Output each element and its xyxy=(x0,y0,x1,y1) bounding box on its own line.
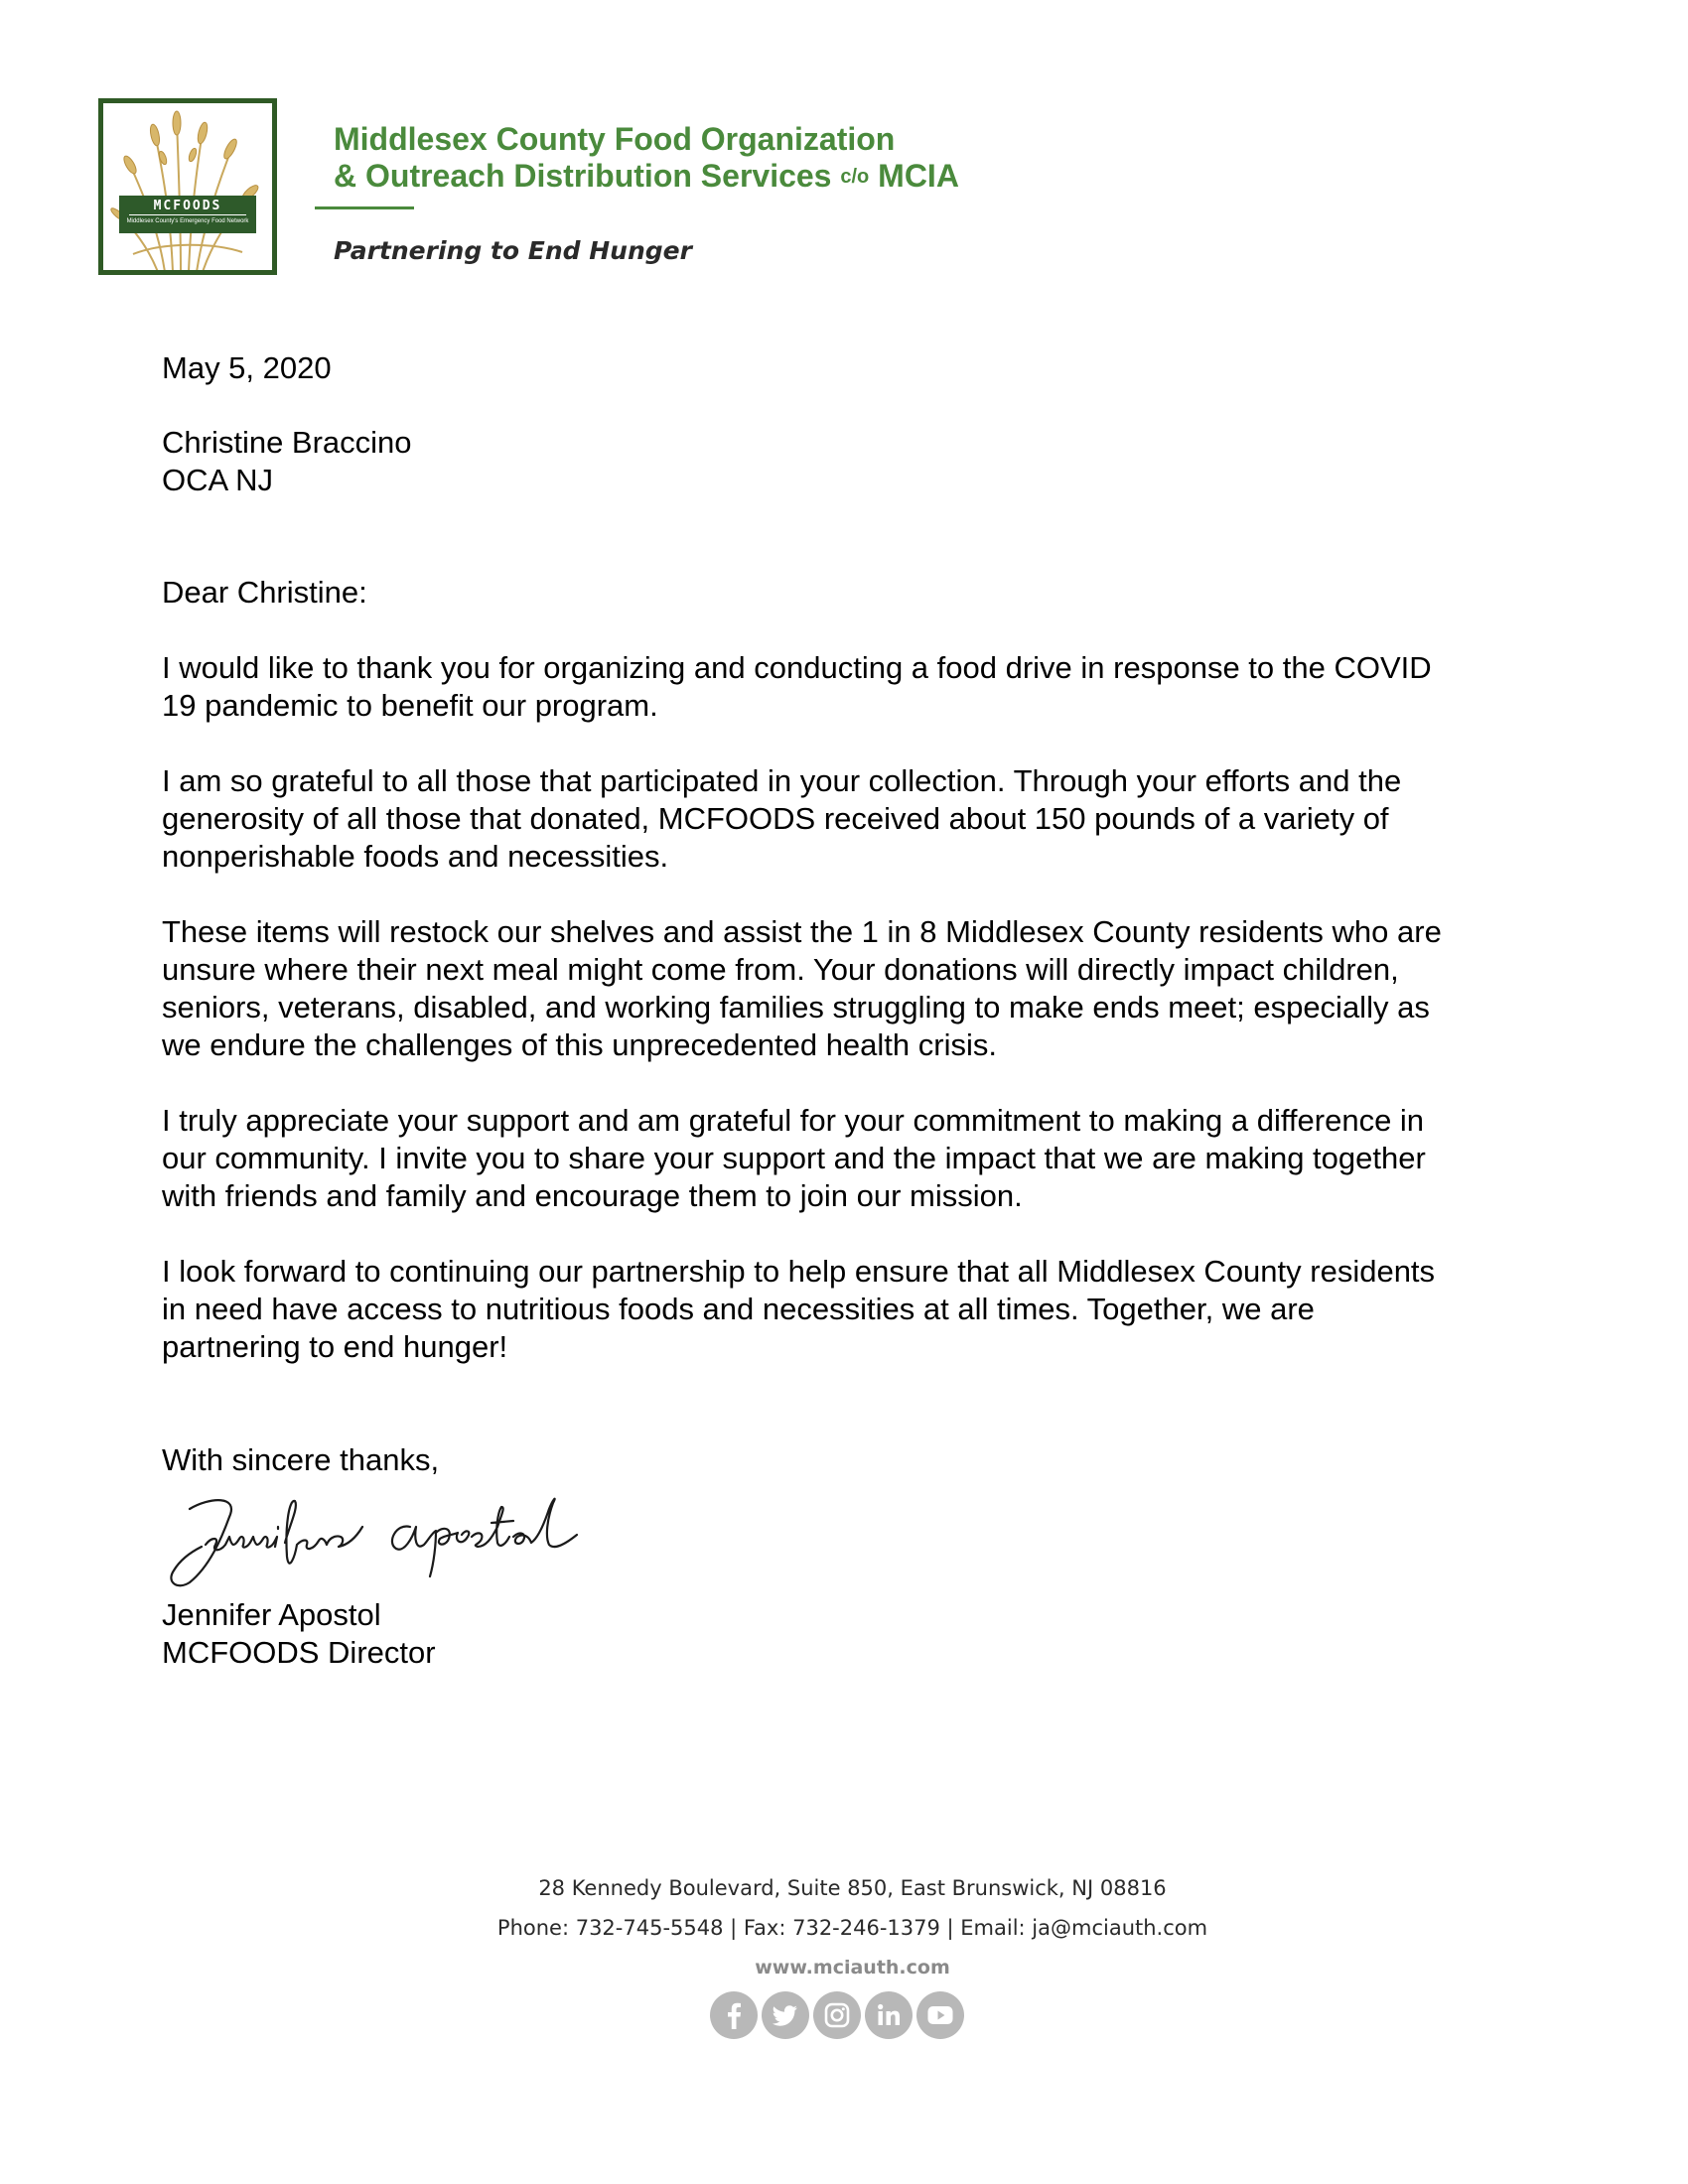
org-name-line1: Middlesex County Food Organization xyxy=(334,121,896,157)
closing: With sincere thanks, xyxy=(162,1442,440,1477)
footer-address: 28 Kennedy Boulevard, Suite 850, East Brunswick, NJ 08816 xyxy=(538,1876,1167,1900)
instagram-icon[interactable] xyxy=(813,1991,861,2039)
signer-name: Jennifer Apostol xyxy=(162,1597,381,1632)
paragraph-line: 19 pandemic to benefit our program. xyxy=(162,688,658,723)
paragraph-line: I truly appreciate your support and am grateful for your commitment to making a difference in xyxy=(162,1103,1425,1138)
paragraph-line: with friends and family and encourage them to join our mission. xyxy=(162,1178,1023,1213)
paragraph-line: I am so grateful to all those that participated in your collection. Through your efforts and the xyxy=(162,763,1402,798)
paragraph-1 xyxy=(162,649,1552,725)
paragraph-line: I look forward to continuing our partnership to help ensure that all Middlesex County residents xyxy=(162,1254,1436,1289)
tagline: Partnering to End Hunger xyxy=(334,236,692,265)
paragraph-line: in need have access to nutritious foods and necessities at all times. Together, we are xyxy=(162,1292,1315,1326)
footer xyxy=(0,1868,1688,1987)
signature xyxy=(150,1487,646,1596)
twitter-icon[interactable] xyxy=(762,1991,809,2039)
footer-website-link[interactable]: www.mciauth.com xyxy=(755,1957,950,1979)
mcfoods-logo xyxy=(98,98,277,275)
logo-subtitle: Middlesex County's Emergency Food Network xyxy=(126,218,249,224)
paragraph-line: partnering to end hunger! xyxy=(162,1329,508,1364)
paragraph-line: These items will restock our shelves and assist the 1 in 8 Middlesex County residents who are xyxy=(162,914,1442,949)
letter-date: May 5, 2020 xyxy=(162,350,332,385)
logo-name: MCFOODS xyxy=(129,199,246,215)
salutation: Dear Christine: xyxy=(162,575,367,610)
signer-block xyxy=(162,1596,1552,1672)
recipient-name: Christine Braccino xyxy=(162,425,412,460)
linkedin-icon[interactable] xyxy=(865,1991,913,2039)
wheat-icon xyxy=(103,103,272,270)
recipient-block xyxy=(162,424,1552,499)
paragraph-line: we endure the challenges of this unprecedented health crisis. xyxy=(162,1027,997,1062)
paragraph-5 xyxy=(162,1253,1552,1366)
paragraph-line: nonperishable foods and necessities. xyxy=(162,839,669,874)
paragraph-line: seniors, veterans, disabled, and working families struggling to make ends meet; especially as xyxy=(162,990,1430,1024)
social-links xyxy=(710,1991,964,2039)
paragraph-4 xyxy=(162,1102,1552,1215)
header-divider xyxy=(315,206,414,209)
footer-contact: Phone: 732-745-5548 | Fax: 732-246-1379 | Email: ja@mciauth.com xyxy=(496,1916,1208,1940)
paragraph-2 xyxy=(162,762,1552,876)
letter-body xyxy=(162,349,1552,1672)
signer-title: MCFOODS Director xyxy=(162,1635,436,1670)
care-of-mark: c/o xyxy=(840,166,870,188)
paragraph-line: unsure where their next meal might come from. Your donations will directly impact children, xyxy=(162,952,1399,987)
paragraph-line: our community. I invite you to share your support and the impact that we are making together xyxy=(162,1141,1426,1175)
paragraph-line: generosity of all those that donated, MCFOODS received about 150 pounds of a variety of xyxy=(162,801,1389,836)
org-name-line2: & Outreach Distribution Services xyxy=(334,158,832,194)
facebook-icon[interactable] xyxy=(710,1991,758,2039)
organization-name xyxy=(334,121,959,196)
recipient-organization: OCA NJ xyxy=(162,463,273,497)
logo-banner xyxy=(119,196,256,233)
org-parent: MCIA xyxy=(878,158,959,194)
youtube-icon[interactable] xyxy=(916,1991,964,2039)
paragraph-3 xyxy=(162,913,1552,1064)
paragraph-line: I would like to thank you for organizing and conducting a food drive in response to the COVID xyxy=(162,650,1432,685)
